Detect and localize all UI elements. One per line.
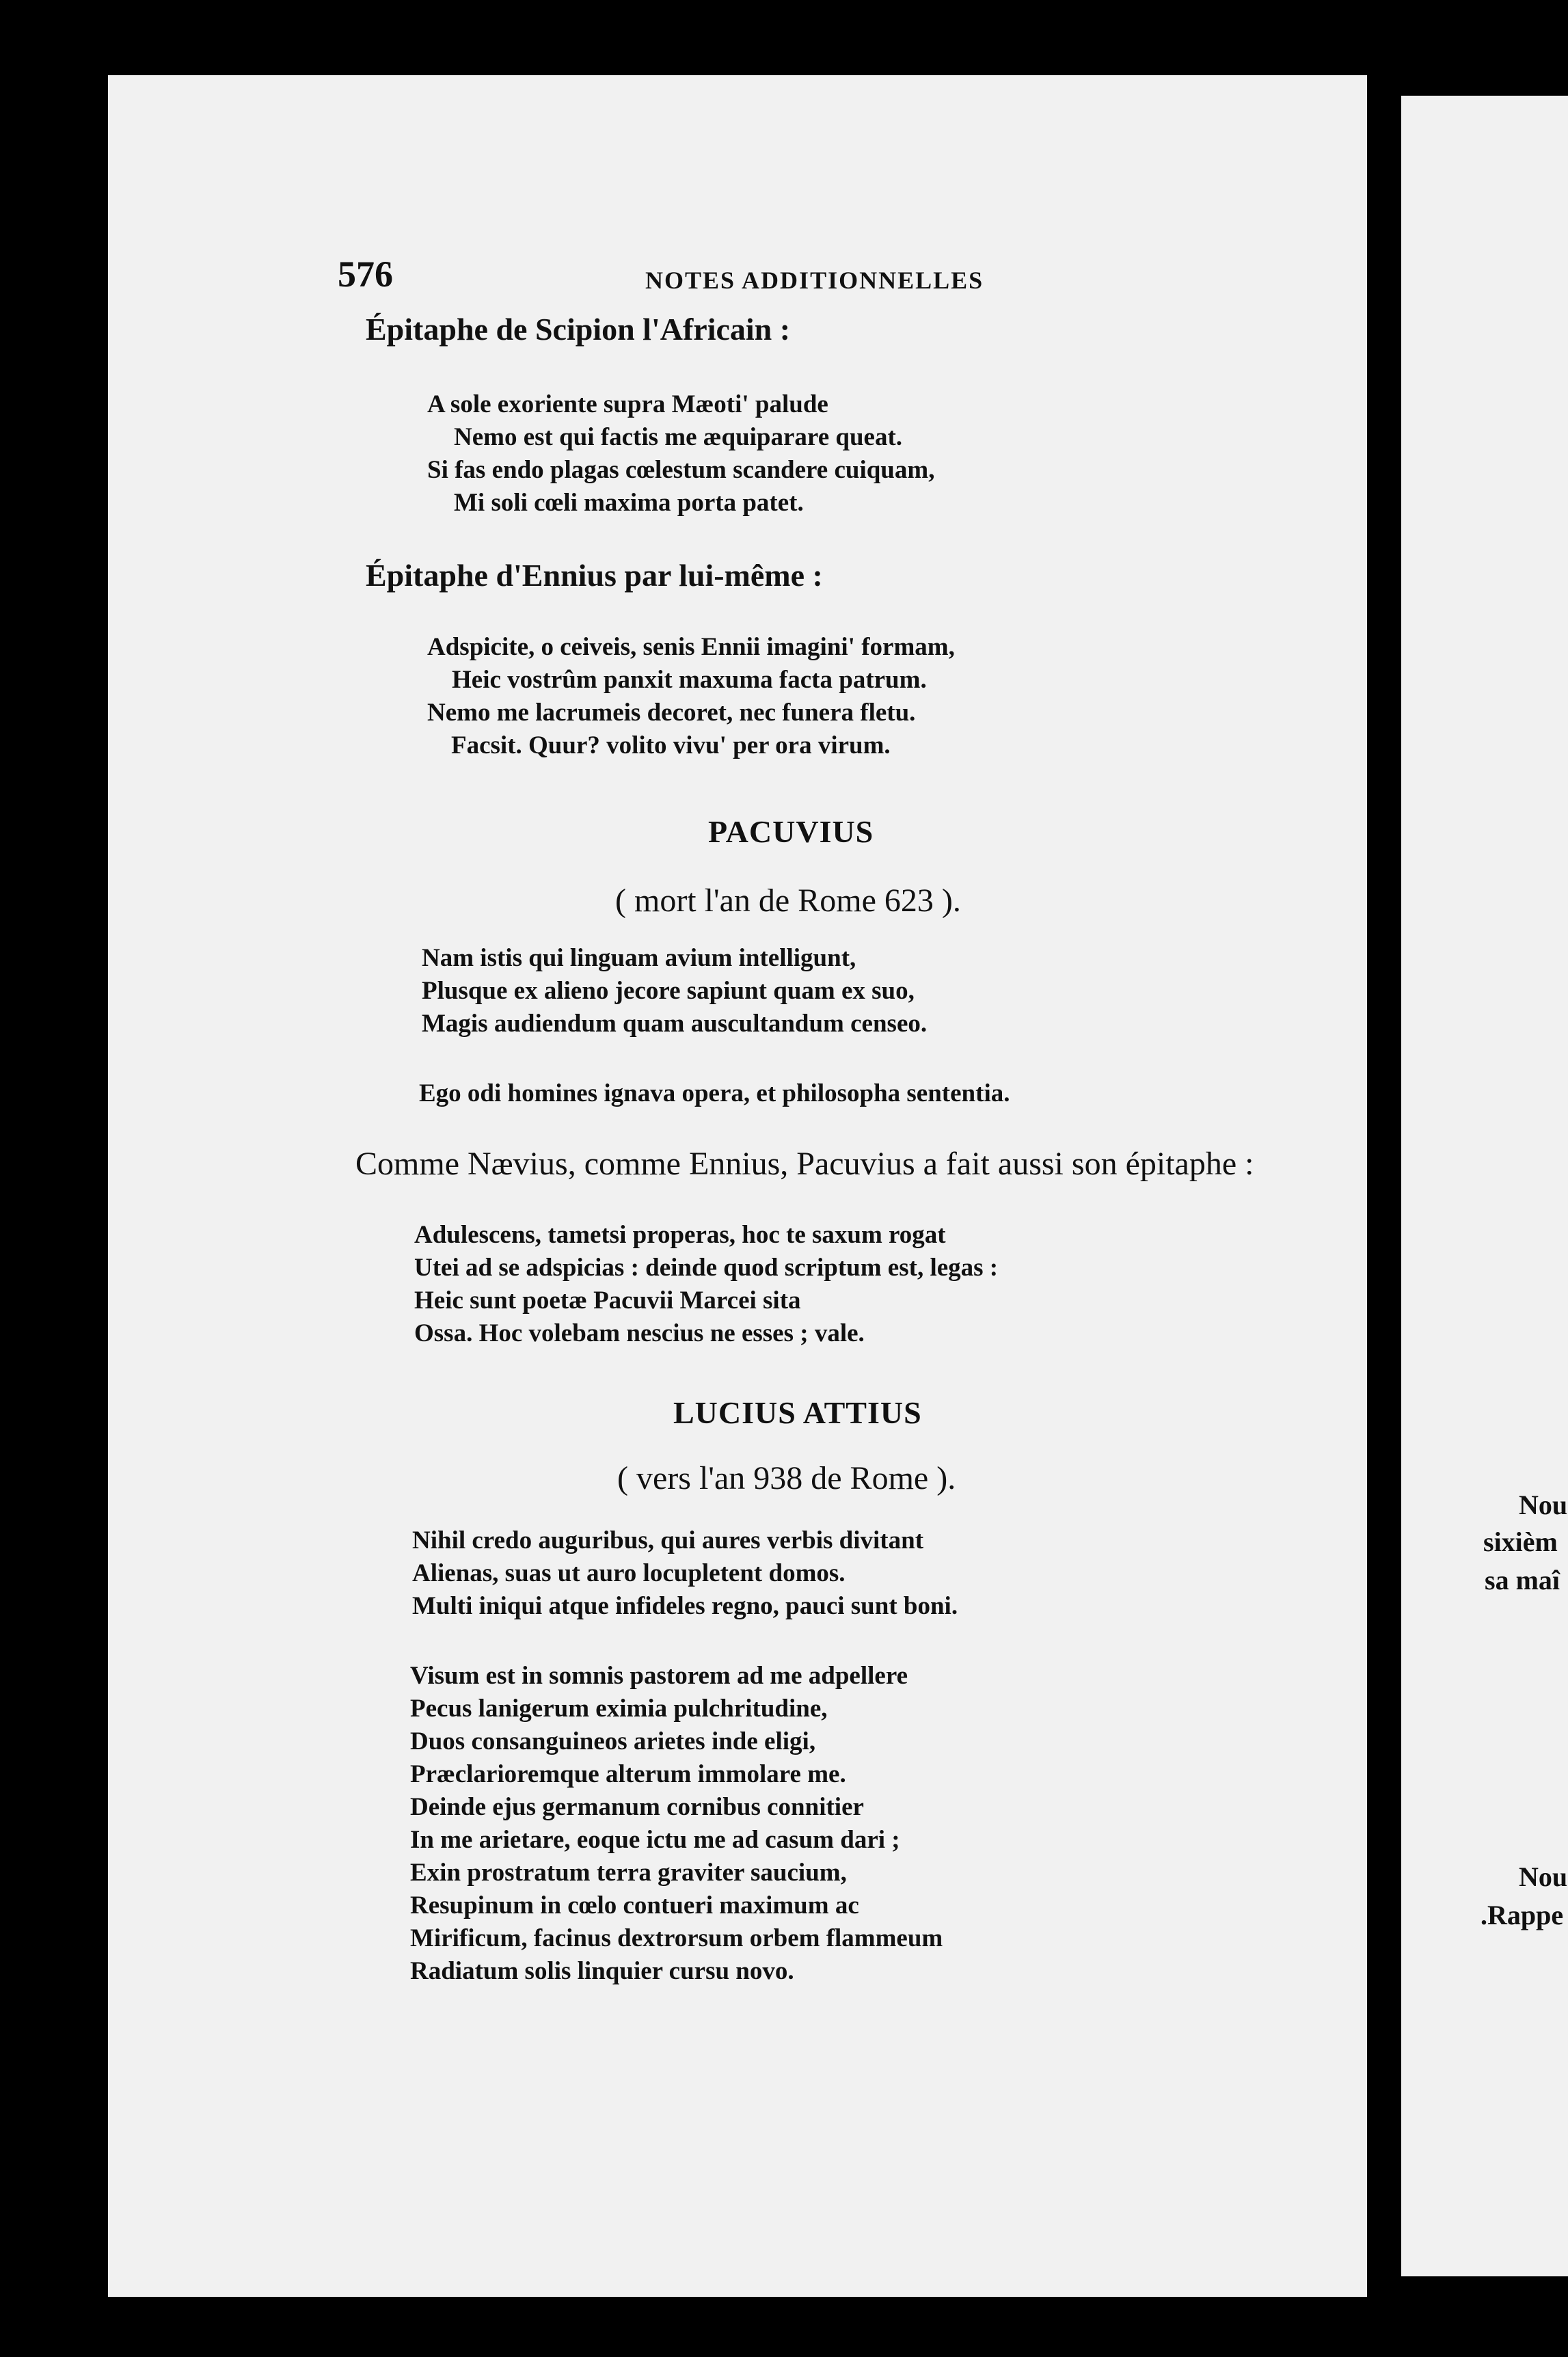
- attius-dream-line: Deinde ejus germanum cornibus connitier: [410, 1793, 864, 1821]
- pacuvius-epitaph-line: Adulescens, tametsi properas, hoc te saxum rogat: [414, 1221, 946, 1249]
- pacuvius-line: Nam istis qui linguam avium intelligunt,: [422, 944, 856, 972]
- attius-dream-line: Mirificum, facinus dextrorsum orbem flammeum: [410, 1924, 943, 1952]
- attius-date: ( vers l'an 938 de Rome ).: [617, 1460, 956, 1496]
- pacuvius-single-line: Ego odi homines ignava opera, et philosopha sententia.: [419, 1079, 1010, 1107]
- pacuvius-title: PACUVIUS: [708, 814, 874, 849]
- ennius-line: Adspicite, o ceiveis, senis Ennii imagini' formam,: [427, 633, 955, 661]
- attius-line: Alienas, suas ut auro locupletent domos.: [412, 1559, 846, 1587]
- attius-dream-line: In me arietare, eoque ictu me ad casum dari ;: [410, 1826, 900, 1854]
- pacuvius-line: Magis audiendum quam auscultandum censeo.: [422, 1010, 928, 1038]
- ennius-line: Heic vostrûm panxit maxuma facta patrum.: [452, 666, 927, 694]
- pacuvius-epitaph-line: Heic sunt poetæ Pacuvii Marcei sita: [414, 1287, 801, 1315]
- ennius-line: Nemo me lacrumeis decoret, nec funera fletu.: [427, 699, 916, 727]
- scipio-line: Nemo est qui factis me æquiparare queat.: [454, 423, 903, 451]
- scipio-heading: Épitaphe de Scipion l'Africain :: [366, 312, 791, 347]
- pacuvius-prose: Comme Nævius, comme Ennius, Pacuvius a fait aussi son épitaphe :: [355, 1146, 1254, 1182]
- facing-fragment: Nou: [1519, 1861, 1568, 1892]
- attius-dream-line: Visum est in somnis pastorem ad me adpellere: [410, 1662, 908, 1690]
- pacuvius-epitaph-line: Utei ad se adspicias : deinde quod scriptum est, legas :: [414, 1254, 999, 1282]
- facing-page: [1401, 96, 1568, 2276]
- facing-fragment: .Rappe: [1481, 1900, 1564, 1930]
- attius-dream-line: Exin prostratum terra graviter saucium,: [410, 1859, 847, 1887]
- attius-line: Multi iniqui atque infideles regno, pauci sunt boni.: [412, 1592, 958, 1620]
- scipio-line: Si fas endo plagas cœlestum scandere cuiquam,: [427, 456, 935, 484]
- page-number: 576: [338, 254, 393, 295]
- attius-dream-line: Radiatum solis linquier cursu novo.: [410, 1957, 794, 1985]
- scipio-line: A sole exoriente supra Mæoti' palude: [427, 390, 828, 418]
- scipio-line: Mi soli cœli maxima porta patet.: [454, 489, 804, 517]
- attius-dream-line: Præclarioremque alterum immolare me.: [410, 1760, 846, 1788]
- running-head: NOTES ADDITIONNELLES: [645, 267, 984, 294]
- attius-dream-line: Pecus lanigerum eximia pulchritudine,: [410, 1695, 828, 1723]
- attius-title: LUCIUS ATTIUS: [673, 1395, 922, 1430]
- facing-fragment: sixièm: [1483, 1526, 1558, 1557]
- ennius-line: Facsit. Quur? volito vivu' per ora virum.: [451, 731, 891, 759]
- attius-dream-line: Duos consanguineos arietes inde eligi,: [410, 1727, 816, 1755]
- facing-fragment: sa maî: [1485, 1565, 1560, 1595]
- ennius-heading: Épitaphe d'Ennius par lui-même :: [366, 558, 823, 593]
- facing-fragment: Nou: [1519, 1490, 1568, 1520]
- pacuvius-date: ( mort l'an de Rome 623 ).: [615, 883, 961, 919]
- attius-dream-line: Resupinum in cœlo contueri maximum ac: [410, 1891, 859, 1920]
- pacuvius-epitaph-line: Ossa. Hoc volebam nescius ne esses ; vale.: [414, 1319, 865, 1347]
- pacuvius-line: Plusque ex alieno jecore sapiunt quam ex suo,: [422, 977, 915, 1005]
- attius-line: Nihil credo auguribus, qui aures verbis divitant: [412, 1526, 924, 1554]
